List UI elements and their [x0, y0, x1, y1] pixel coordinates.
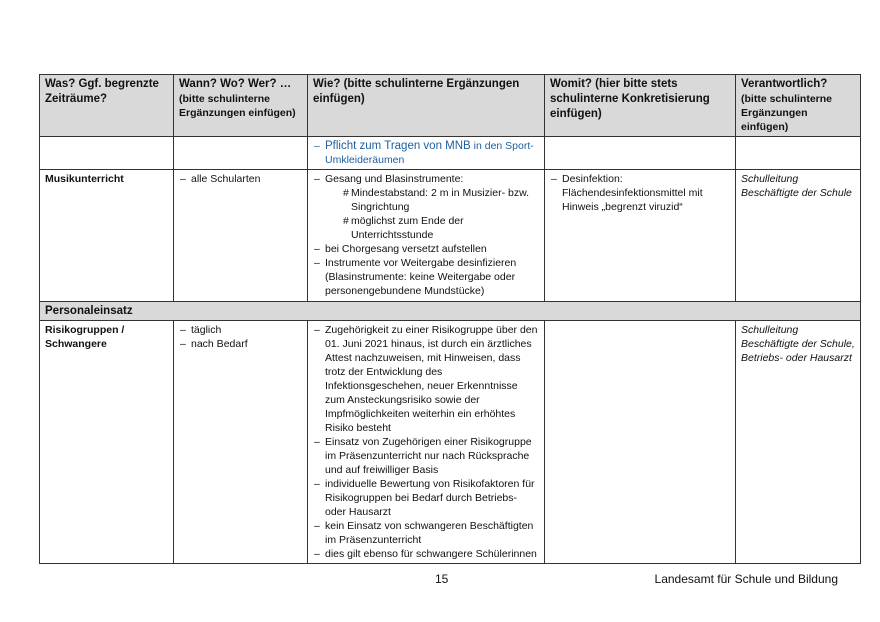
list-item: – alle Schularten: [179, 172, 303, 186]
table-row-risiko: [40, 321, 861, 564]
table-row-continued: [40, 137, 861, 170]
header-responsible: Verantwortlich? (bitte schulinterne Ergänzungen einfügen): [736, 75, 861, 137]
row-what: Risikogruppen / Schwangere: [40, 321, 174, 564]
header-when: Wann? Wo? Wer? … (bitte schulinterne Ergänzungen einfügen): [174, 75, 308, 137]
hygiene-plan-table: [39, 74, 861, 564]
section-row-personaleinsatz: [40, 302, 861, 321]
sub-list-item: # Mindestabstand: 2 m in Musizier- bzw. Singrichtung: [343, 186, 540, 214]
how-list: [313, 172, 540, 298]
header-responsible-note: (bitte schulinterne Ergänzungen einfügen): [741, 93, 833, 133]
footer-organization: Landesamt für Schule und Bildung: [654, 572, 838, 586]
list-item: – Einsatz von Zugehörigen einer Risikogruppe im Präsenzunterricht nur nach Rücksprache und auf freiwilliger Basis: [313, 435, 540, 477]
list-item: – Pflicht zum Tragen von MNB in den Sport-Umkleideräumen: [313, 139, 540, 167]
list-item: – Gesang und Blasinstrumente: # Mindestabstand: 2 m in Musizier- bzw. Singrichtung # möglichst zum Ende der Unterrichtsstunde: [313, 172, 540, 242]
sub-list: [325, 186, 540, 242]
row-what: Musikunterricht: [40, 170, 174, 302]
header-what: Was? Ggf. begrenzte Zeiträume?: [40, 75, 174, 137]
table-header-row: [40, 75, 861, 137]
header-with: Womit? (hier bitte stets schulinterne Konkretisierung einfügen): [545, 75, 736, 137]
list-item: – Instrumente vor Weitergabe desinfizieren (Blasinstrumente: keine Weitergabe oder personengebundene Mundstücke): [313, 256, 540, 298]
list-item: – bei Chorgesang versetzt aufstellen: [313, 242, 540, 256]
continued-list: [313, 139, 540, 167]
list-item: – nach Bedarf: [179, 337, 303, 351]
page-number: 15: [435, 572, 449, 586]
header-how: Wie? (bitte schulinterne Ergänzungen einfügen): [308, 75, 545, 137]
section-title: Personaleinsatz: [40, 302, 861, 321]
table-row-musik: [40, 170, 861, 302]
list-item: – dies gilt ebenso für schwangere Schülerinnen: [313, 547, 540, 561]
sub-list-item: # möglichst zum Ende der Unterrichtsstunde: [343, 214, 540, 242]
list-item: – individuelle Bewertung von Risikofaktoren für Risikogruppen bei Bedarf durch Betriebs- oder Hausarzt: [313, 477, 540, 519]
list-item: – täglich: [179, 323, 303, 337]
how-list: [313, 323, 540, 561]
list-item: – Desinfektion: Flächendesinfektionsmittel mit Hinweis „begrenzt viruzid“: [550, 172, 731, 214]
list-item: – kein Einsatz von schwangeren Beschäftigten im Präsenzunterricht: [313, 519, 540, 547]
header-when-note: (bitte schulinterne Ergänzungen einfügen): [179, 93, 296, 119]
row-responsible: Schulleitung Beschäftigte der Schule: [736, 170, 861, 302]
list-item: – Zugehörigkeit zu einer Risikogruppe über den 01. Juni 2021 hinaus, ist durch ein ärztliches Attest nachzuweisen, mit Hinweisen, dass trotz der Entwicklung des Infektionsgeschehen, neuer Erkenntnisse zum Ansteckungsrisiko sowie der Impfmöglichkeiten weiterhin ein erhöhtes Risiko besteht: [313, 323, 540, 435]
row-responsible: Schulleitung Beschäftigte der Schule, Betriebs- oder Hausarzt: [736, 321, 861, 564]
